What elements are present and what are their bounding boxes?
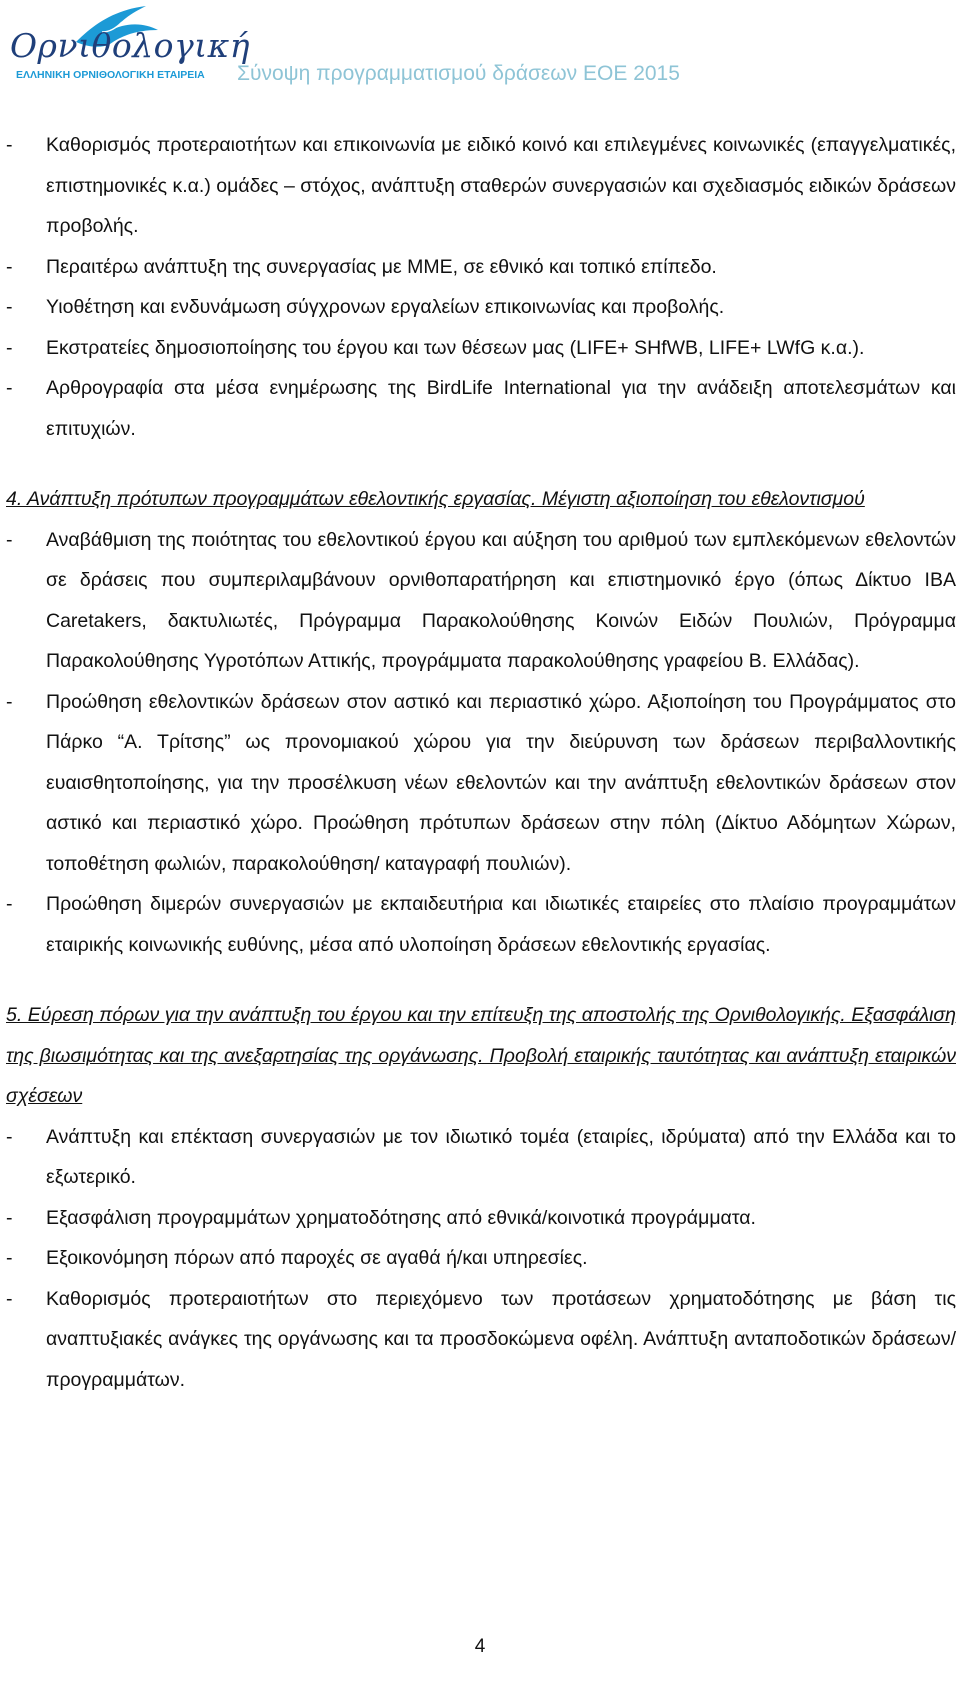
section-5-heading: 5. Εύρεση πόρων για την ανάπτυξη του έργου και την επίτευξη της αποστολής της Ορνιθολογικής. Εξασφάλιση της βιωσιμότητας και της ανεξαρτησίας της οργάνωσης. Προβολή εταιρικής ταυτότητας και ανάπτυξη εταιρικών σχέσεων (6, 1004, 956, 1107)
logo (6, 2, 251, 88)
list-item: - Προώθηση διμερών συνεργασιών με εκπαιδευτήρια και ιδιωτικές εταιρείες στο πλαίσιο προγραμμάτων εταιρικής κοινωνικής ευθύνης, μέσα από υλοποίηση δράσεων εθελοντικής εργασίας. (6, 893, 956, 956)
list-item: - Ανάπτυξη και επέκταση συνεργασιών με τον ιδιωτικό τομέα (εταιρίες, ιδρύματα) από την Ελλάδα και το εξωτερικό. (6, 1125, 956, 1188)
section-5-list (6, 1117, 956, 1401)
list-item: - Αρθρογραφία στα μέσα ενημέρωσης της BirdLife International για την ανάδειξη αποτελεσμάτων και επιτυχιών. (6, 377, 956, 440)
list-item: - Προώθηση εθελοντικών δράσεων στον αστικό και περιαστικό χώρο. Αξιοποίηση του Προγράμματος στο Πάρκο “Α. Τρίτσης” ως προνομιακού χώρου για την διεύρυνση των δράσεων περιβαλλοντικής ευαισθητοποίησης, για την προσέλκυση νέων εθελοντών και την ανάπτυξη εθελοντικών δράσεων στον αστικό και περιαστικό χώρο. Προώθηση πρότυπων δράσεων στην πόλη (Δίκτυο Αδόμητων Χώρων, τοποθέτηση φωλιών, παρακολούθηση/ καταγραφή πουλιών). (6, 690, 956, 875)
list-item: - Περαιτέρω ανάπτυξη της συνεργασίας με ΜΜΕ, σε εθνικό και τοπικό επίπεδο. (6, 255, 717, 278)
list-item: - Εκστρατείες δημοσιοποίησης του έργου και των θέσεων μας (LIFE+ SHfWB, LIFE+ LWfG κ.α.). (6, 336, 865, 359)
document-body (6, 125, 956, 1400)
logo-text: Ορνιθολογική (10, 26, 251, 65)
section-4-heading: 4. Ανάπτυξη πρότυπων προγραμμάτων εθελοντικής εργασίας. Μέγιστη αξιοποίηση του εθελοντισμού (6, 488, 865, 510)
header-title: Σύνοψη προγραμματισμού δράσεων ΕΟΕ 2015 (237, 62, 680, 85)
list-item: - Υιοθέτηση και ενδυνάμωση σύγχρονων εργαλείων επικοινωνίας και προβολής. (6, 296, 725, 318)
list-item: - Εξοικονόμηση πόρων από παροχές σε αγαθά ή/και υπηρεσίες. (6, 1247, 588, 1269)
list-item: - Καθορισμός προτεραιοτήτων και επικοινωνία με ειδικό κοινό και επιλεγμένες κοινωνικές (επαγγελματικές, επιστημονικές κ.α.) ομάδες – στόχος, ανάπτυξη σταθερών συνεργασιών και σχεδιασμός ειδικών δράσεων προβολής. (6, 134, 956, 237)
list-item: - Εξασφάλιση προγραμμάτων χρηματοδότησης από εθνικά/κοινοτικά προγράμματα. (6, 1206, 756, 1229)
list-item: - Αναβάθμιση της ποιότητας του εθελοντικού έργου και αύξηση του αριθμού των εμπλεκόμενων εθελοντών σε δράσεις που συμπεριλαμβάνουν ορνιθοπαρατήρηση και επιστημονικό έργο (όπως Δίκτυο ΙΒΑ Caretakers, δακτυλιωτές, Πρόγραμμα Παρακολούθησης Κοινών Ειδών Πουλιών, Πρόγραμμα Παρακολούθησης Υγροτόπων Αττικής, προγράμματα παρακολούθησης γραφείου Β. Ελλάδας). (6, 528, 956, 672)
intro-list (6, 125, 956, 449)
page-header (0, 0, 960, 90)
page-number: 4 (474, 1636, 486, 1657)
section-4-list (6, 520, 956, 966)
logo-subtitle: ΕΛΛΗΝΙΚΗ ΟΡΝΙΘΟΛΟΓΙΚΗ ΕΤΑΙΡΕΙΑ (16, 69, 205, 81)
list-item: - Καθορισμός προτεραιοτήτων στο περιεχόμενο των προτάσεων χρηματοδότησης με βάση τις αναπτυξιακές ανάγκες της οργάνωσης και τα προσδοκώμενα οφέλη. Ανάπτυξη ανταποδοτικών δράσεων/προγραμμάτων. (6, 1287, 956, 1391)
